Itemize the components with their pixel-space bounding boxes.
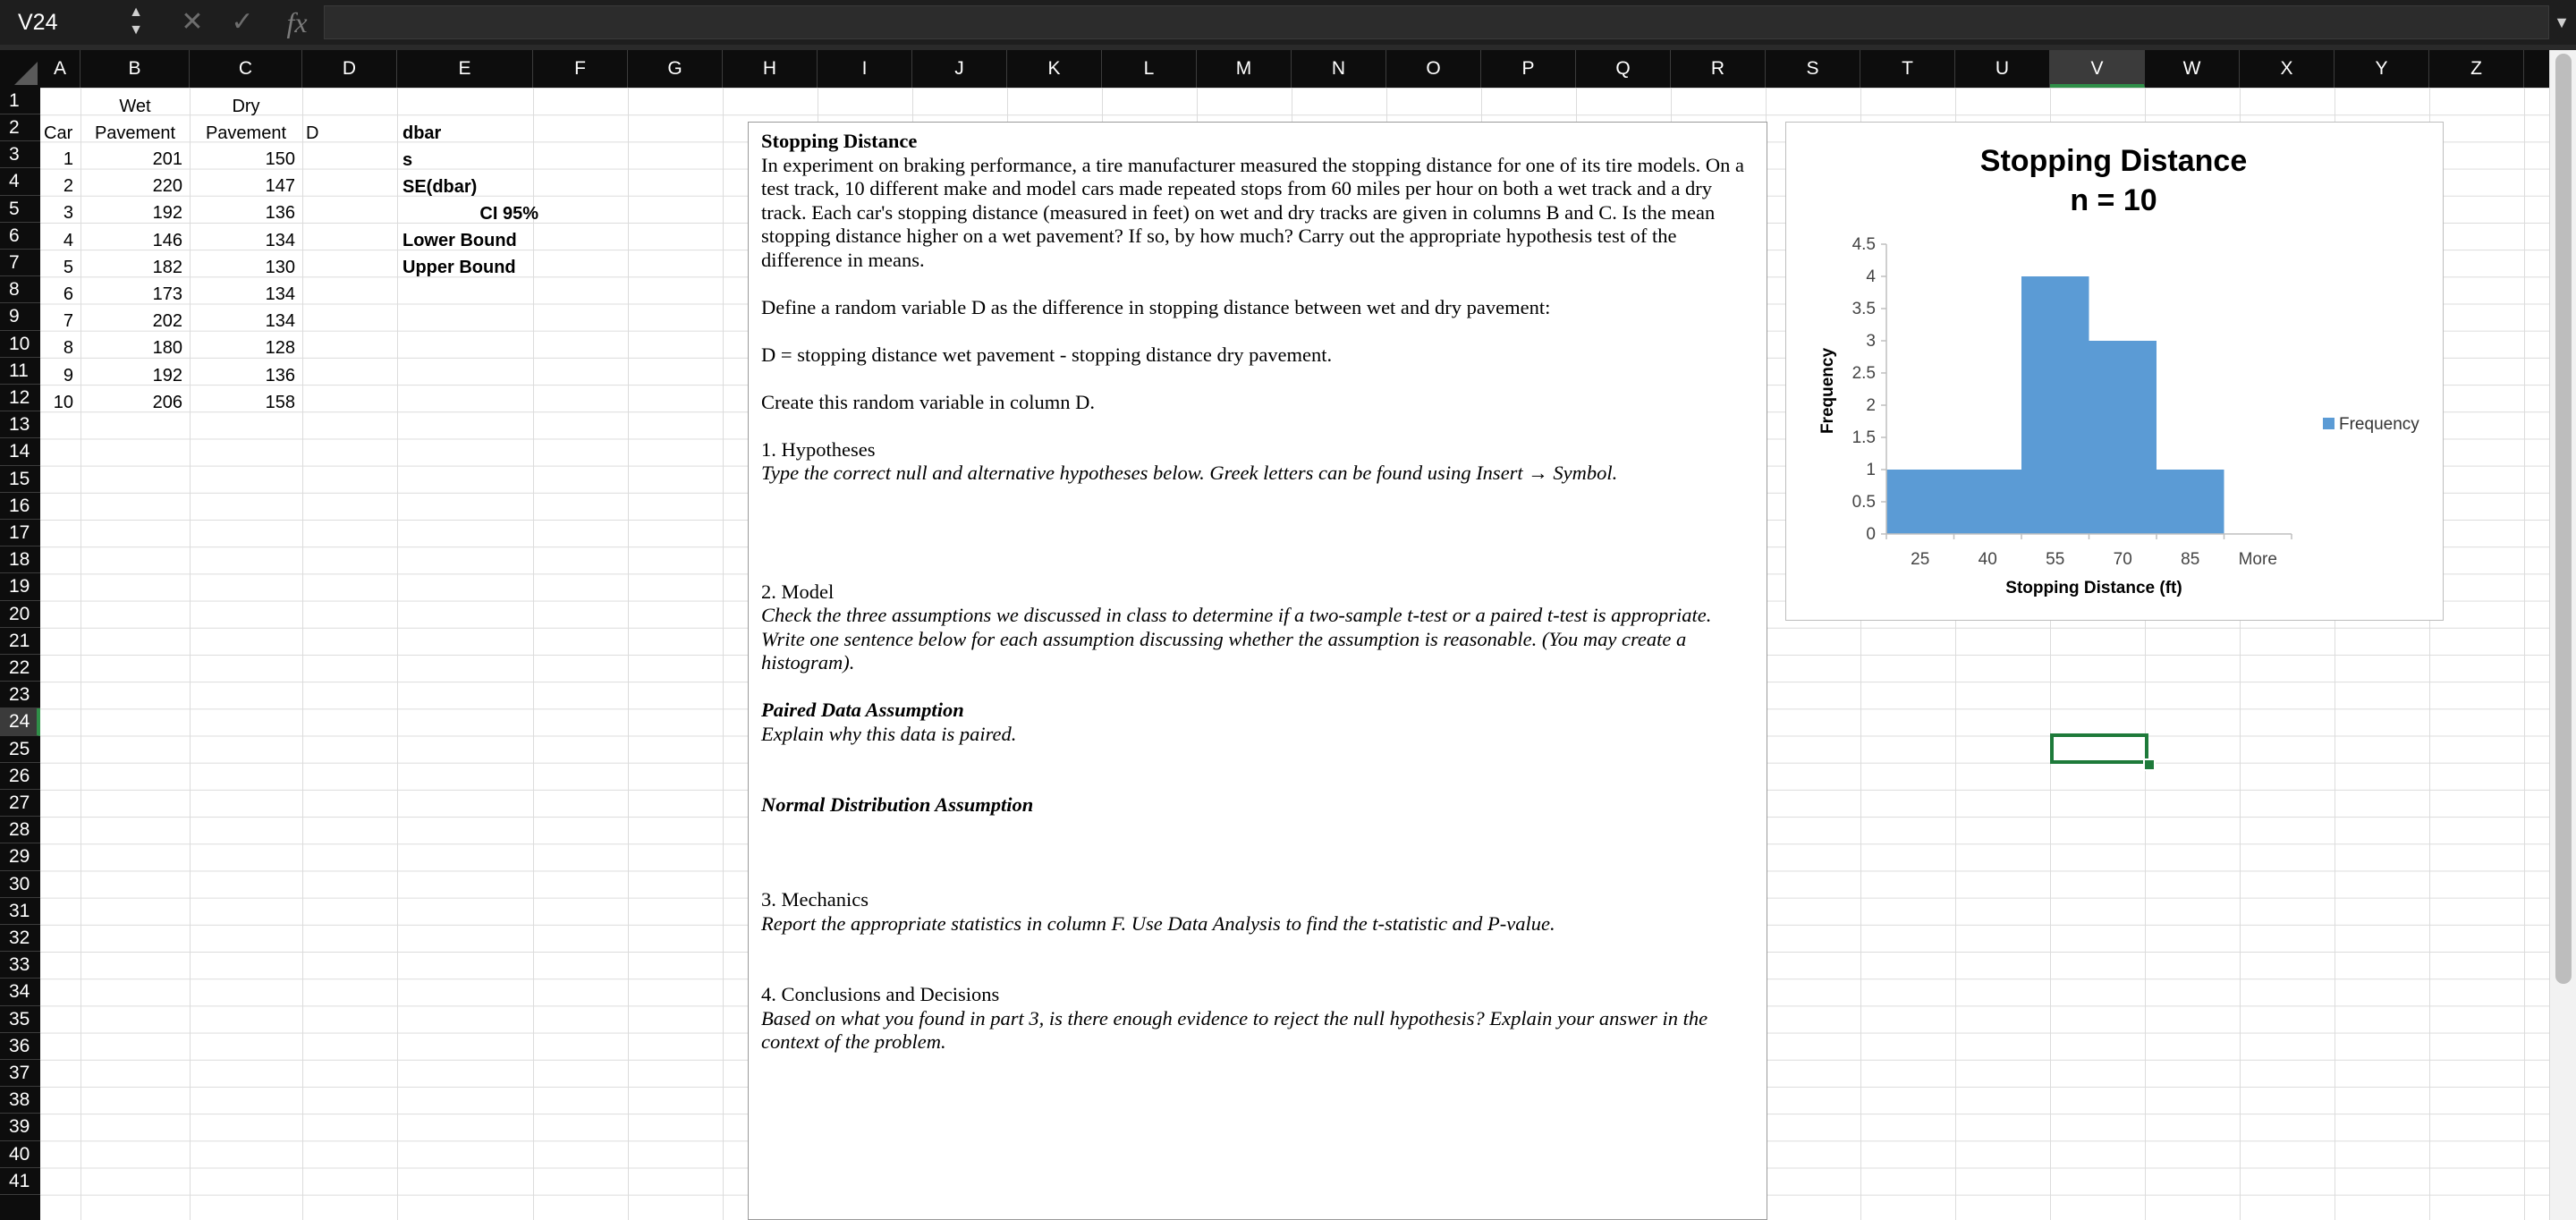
chart-x-axis-label: Stopping Distance (ft) (2005, 579, 2182, 597)
name-box-spinner-icon[interactable]: ▲ ▼ (129, 4, 143, 38)
row-header-21[interactable]: 21 (0, 628, 40, 655)
cell-b11[interactable]: 206 (152, 392, 182, 412)
row-header-9[interactable]: 9 (0, 303, 40, 330)
row-header-1[interactable]: 1 (0, 88, 40, 114)
cell-a5[interactable]: 4 (63, 230, 73, 250)
row-header-29[interactable]: 29 (0, 843, 40, 870)
column-header-j[interactable]: J (912, 50, 1007, 88)
active-cell-v24[interactable] (2050, 733, 2148, 764)
cell-c9[interactable]: 128 (265, 338, 295, 359)
row-header-39[interactable]: 39 (0, 1114, 40, 1140)
cell-e5[interactable]: Lower Bound (402, 231, 517, 250)
row-header-41[interactable]: 41 (0, 1168, 40, 1195)
row-header-19[interactable]: 19 (0, 573, 40, 600)
row-header-36[interactable]: 36 (0, 1033, 40, 1060)
grid-column-line (2524, 88, 2525, 1220)
row-header-26[interactable]: 26 (0, 763, 40, 790)
row-header-8[interactable]: 8 (0, 276, 40, 303)
section-model-title: 2. Model (761, 580, 835, 603)
row-header-25[interactable]: 25 (0, 736, 40, 763)
row-header-7[interactable]: 7 (0, 250, 40, 276)
paired-assumption-title: Paired Data Assumption (761, 699, 964, 721)
section-conclusions-title: 4. Conclusions and Decisions (761, 983, 1000, 1005)
y-tick-label: 1 (1866, 461, 1876, 479)
column-header-y[interactable]: Y (2334, 50, 2429, 88)
column-header-d[interactable]: D (302, 50, 397, 88)
x-tick-label: More (2238, 550, 2277, 569)
row-header-13[interactable]: 13 (0, 411, 40, 438)
cell-a3[interactable]: 2 (63, 176, 73, 197)
cell-c7[interactable]: 134 (265, 284, 295, 304)
cell-e3[interactable]: SE(dbar) (402, 177, 478, 197)
column-header-m[interactable]: M (1197, 50, 1292, 88)
chart-subtitle: n = 10 (2070, 183, 2157, 217)
y-tick-label: 4 (1866, 267, 1876, 286)
row-header-37[interactable]: 37 (0, 1060, 40, 1087)
grid-column-line (397, 88, 398, 1220)
row-header-4[interactable]: 4 (0, 168, 40, 195)
paired-assumption-text: Explain why this data is paired. (761, 722, 1017, 745)
histogram-bar-55[interactable] (2021, 276, 2089, 534)
formula-bar (0, 0, 2576, 45)
cell-c8[interactable]: 134 (265, 311, 295, 332)
cell-c2[interactable]: 150 (265, 149, 295, 169)
row-header-18[interactable]: 18 (0, 546, 40, 573)
column-header-n[interactable]: N (1292, 50, 1386, 88)
row-header-16[interactable]: 16 (0, 493, 40, 520)
section-mechanics-text: Report the appropriate statistics in column F. Use Data Analysis to find the t-statistic and P-value. (761, 911, 1555, 935)
column-header-b[interactable]: B (80, 50, 190, 88)
chart-y-axis-label: Frequency (1818, 347, 1837, 435)
column-header-s[interactable]: S (1766, 50, 1860, 88)
row-header-27[interactable]: 27 (0, 790, 40, 817)
section-model-text: Check the three assumptions we discussed in class to determine if a two-sample t-test or a paired t-test is appropriate. Write one sentence below for each assumption discussing whether the assumption is reasonable. (You may create a histogram). (761, 604, 1712, 674)
formula-input[interactable] (324, 5, 2549, 39)
histogram-bar-85[interactable] (2157, 470, 2224, 534)
column-header-a[interactable]: A (40, 50, 80, 88)
vertical-scrollbar[interactable] (2549, 50, 2576, 1220)
cell-c10[interactable]: 136 (265, 365, 295, 385)
instructions-formula: D = stopping distance wet pavement - stopping distance dry pavement. (761, 343, 1333, 366)
column-header-f[interactable]: F (533, 50, 628, 88)
column-header-l[interactable]: L (1102, 50, 1197, 88)
row-header-15[interactable]: 15 (0, 466, 40, 493)
column-header-h[interactable]: H (723, 50, 818, 88)
row-header-bar (0, 88, 40, 1220)
cell-a11[interactable]: 10 (53, 392, 73, 412)
check-icon[interactable]: ✓ (231, 7, 254, 37)
histogram-bar-40[interactable] (1954, 470, 2022, 534)
row-header-10[interactable]: 10 (0, 331, 40, 358)
legend-swatch (2323, 418, 2334, 429)
row-header-30[interactable]: 30 (0, 871, 40, 898)
select-all-icon (14, 62, 38, 85)
column-header-z[interactable]: Z (2429, 50, 2524, 88)
row-header-23[interactable]: 23 (0, 682, 40, 708)
column-header-o[interactable]: O (1386, 50, 1481, 88)
histogram-bar-70[interactable] (2089, 341, 2157, 534)
name-box[interactable]: V24 (18, 10, 58, 35)
row-header-38[interactable]: 38 (0, 1087, 40, 1114)
cell-a2[interactable]: 1 (63, 149, 73, 169)
cell-c11[interactable]: 158 (265, 392, 295, 412)
instructions-title: Stopping Distance (761, 130, 918, 152)
column-header-r[interactable]: R (1671, 50, 1766, 88)
row-header-31[interactable]: 31 (0, 898, 40, 925)
y-tick-label: 0.5 (1852, 493, 1876, 512)
cell-c1-line2[interactable]: Pavement (205, 123, 287, 143)
cell-d1[interactable]: D (306, 123, 319, 143)
column-header-bar (0, 50, 2549, 88)
y-tick-label: 1.5 (1852, 428, 1876, 447)
cell-b5[interactable]: 146 (152, 230, 182, 250)
row-header-6[interactable]: 6 (0, 223, 40, 250)
instructions-define: Define a random variable D as the difference in stopping distance between wet and dry pavement: (761, 295, 1551, 318)
select-all-button[interactable] (0, 50, 40, 88)
x-tick-label: 70 (2113, 550, 2132, 569)
row-header-32[interactable]: 32 (0, 925, 40, 952)
section-hypotheses-title: 1. Hypotheses (761, 437, 876, 461)
cell-b4[interactable]: 192 (152, 203, 182, 224)
column-header-u[interactable]: U (1955, 50, 2050, 88)
chevron-down-icon[interactable]: ▼ (2554, 13, 2570, 31)
column-header-e[interactable]: E (397, 50, 533, 88)
row-header-35[interactable]: 35 (0, 1006, 40, 1033)
row-header-33[interactable]: 33 (0, 952, 40, 979)
section-mechanics-title: 3. Mechanics (761, 888, 869, 911)
column-header-v[interactable]: V (2050, 50, 2145, 88)
section-hypotheses-text: Type the correct null and alternative hypotheses below. Greek letters can be found using Insert → Symbol. (761, 462, 1618, 484)
cell-a4[interactable]: 3 (63, 203, 73, 224)
cell-a8[interactable]: 7 (63, 311, 73, 332)
scrollbar-thumb[interactable] (2555, 54, 2572, 984)
cell-b9[interactable]: 180 (152, 338, 182, 359)
y-tick-label: 3 (1866, 332, 1876, 351)
row-header-34[interactable]: 34 (0, 979, 40, 1005)
cell-c3[interactable]: 147 (265, 176, 295, 197)
row-header-28[interactable]: 28 (0, 817, 40, 843)
column-header-w[interactable]: W (2145, 50, 2240, 88)
cell-b1-line1[interactable]: Wet (119, 97, 151, 116)
row-header-20[interactable]: 20 (0, 601, 40, 628)
row-header-12[interactable]: 12 (0, 385, 40, 411)
legend-label: Frequency (2339, 415, 2419, 434)
cell-b10[interactable]: 192 (152, 365, 182, 385)
cell-b2[interactable]: 201 (152, 149, 182, 169)
histogram-bar-25[interactable] (1886, 470, 1954, 534)
cell-e2[interactable]: s (402, 150, 413, 170)
cell-a1[interactable]: Car (44, 123, 73, 143)
row-header-17[interactable]: 17 (0, 520, 40, 546)
column-header-x[interactable]: X (2240, 50, 2334, 88)
cell-a7[interactable]: 6 (63, 284, 73, 304)
column-header-c[interactable]: C (190, 50, 302, 88)
x-tick-label: 25 (1911, 550, 1930, 569)
x-tick-label: 85 (2181, 550, 2200, 569)
cell-b1-line2[interactable]: Pavement (94, 123, 176, 143)
cell-b6[interactable]: 182 (152, 257, 182, 277)
grid-column-line (628, 88, 629, 1220)
cell-e6[interactable]: Upper Bound (402, 258, 516, 277)
column-header-k[interactable]: K (1007, 50, 1102, 88)
row-header-22[interactable]: 22 (0, 655, 40, 682)
cell-c6[interactable]: 130 (265, 257, 295, 277)
cell-e1[interactable]: dbar (402, 123, 442, 143)
x-tick-label: 40 (1978, 550, 1997, 569)
row-header-40[interactable]: 40 (0, 1141, 40, 1168)
column-header-g[interactable]: G (628, 50, 723, 88)
cell-c5[interactable]: 134 (265, 230, 295, 250)
instructions-intro: In experiment on braking performance, a tire manufacturer measured the stopping distance for one of its tire models. On a test track, 10 different make and model cars made repeated stops from 60 miles per hour on both a wet track and a dry track. Each car's stopping distance (measured in feet) on wet and dry tracks are given in columns B and C. Is the mean stopping distance higher on a wet pavement? If so, by how much? Carry out the appropriate hypothesis test of the difference in means. (761, 153, 1744, 271)
section-conclusions-text: Based on what you found in part 3, is there enough evidence to reject the null hypothesis? Explain your answer in the context of the problem. (761, 1006, 1708, 1053)
histogram-chart[interactable] (1785, 122, 2444, 621)
row-header-11[interactable]: 11 (0, 358, 40, 385)
cell-a10[interactable]: 9 (63, 365, 73, 385)
grid-column-line (723, 88, 724, 1220)
instructions-create: Create this random variable in column D. (761, 390, 1096, 413)
instructions-textbox[interactable] (748, 122, 1767, 1220)
column-header-p[interactable]: P (1481, 50, 1576, 88)
y-tick-label: 2.5 (1852, 364, 1876, 383)
cell-c4[interactable]: 136 (265, 203, 295, 224)
y-tick-label: 2 (1866, 396, 1876, 415)
normal-assumption-title: Normal Distribution Assumption (761, 793, 1034, 816)
y-tick-label: 3.5 (1852, 300, 1876, 318)
insert-function-icon[interactable]: fx (286, 6, 308, 38)
cell-b7[interactable]: 173 (152, 284, 182, 304)
grid-column-line (302, 88, 303, 1220)
column-header-q[interactable]: Q (1576, 50, 1671, 88)
row-header-5[interactable]: 5 (0, 196, 40, 223)
cell-b8[interactable]: 202 (152, 311, 182, 332)
cell-e4[interactable]: CI 95% (479, 204, 538, 224)
row-header-24[interactable]: 24 (0, 708, 40, 735)
column-header-t[interactable]: T (1860, 50, 1955, 88)
chart-title: Stopping Distance (1979, 144, 2248, 178)
y-tick-label: 0 (1866, 525, 1876, 544)
y-tick-label: 4.5 (1852, 235, 1876, 254)
cell-c1-line1[interactable]: Dry (232, 97, 260, 116)
histogram-svg (1786, 123, 2445, 622)
fill-handle[interactable] (2143, 758, 2156, 771)
cell-a9[interactable]: 8 (63, 338, 73, 359)
cell-b3[interactable]: 220 (152, 176, 182, 197)
row-header-14[interactable]: 14 (0, 438, 40, 465)
x-tick-label: 55 (2046, 550, 2065, 569)
cell-a6[interactable]: 5 (63, 257, 73, 277)
row-header-2[interactable]: 2 (0, 114, 40, 141)
row-header-3[interactable]: 3 (0, 141, 40, 168)
cancel-icon[interactable]: ✕ (181, 7, 204, 37)
column-header-i[interactable]: I (818, 50, 912, 88)
